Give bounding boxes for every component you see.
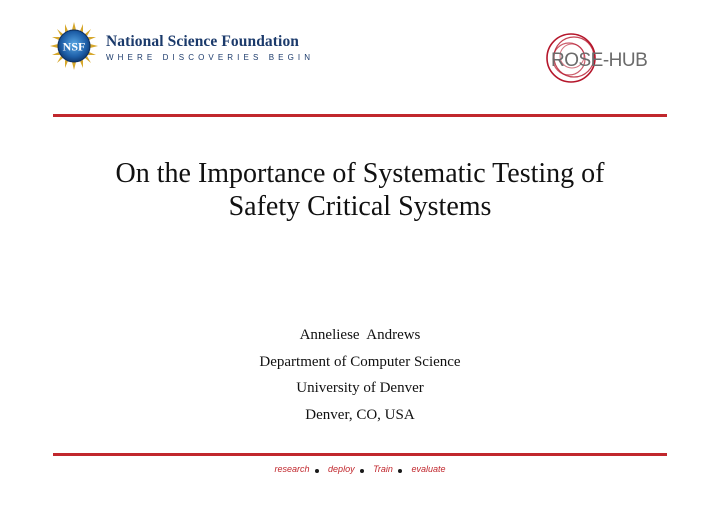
rose-hub-logo	[543, 28, 661, 88]
location: Denver, CO, USA	[305, 406, 415, 423]
title-line-1: On the Importance of Systematic Testing of	[115, 158, 605, 189]
author-name: Anneliese Andrews	[299, 327, 421, 343]
footer-item-train: Train	[373, 464, 393, 474]
bullet-icon	[360, 469, 364, 473]
rose-hub-icon	[543, 28, 661, 88]
slide-title	[60, 157, 660, 223]
author-block	[60, 322, 660, 428]
footer-item-research: research	[274, 464, 310, 474]
footer-item-deploy: deploy	[328, 464, 355, 474]
nsf-wordmark	[106, 33, 314, 62]
footer-tagline	[0, 464, 720, 474]
nsf-tagline: WHERE DISCOVERIES BEGIN	[106, 53, 315, 62]
nsf-seal-icon	[50, 22, 98, 70]
title-line-2: Safety Critical Systems	[228, 191, 492, 222]
bottom-divider	[53, 453, 667, 456]
footer-item-evaluate: evaluate	[411, 464, 446, 474]
top-divider	[53, 114, 667, 117]
university: University of Denver	[296, 380, 424, 396]
department: Department of Computer Science	[259, 353, 461, 370]
nsf-logo	[50, 22, 98, 70]
rose-hub-text: ROSE-HUB	[551, 50, 648, 71]
bullet-icon	[315, 469, 319, 473]
bullet-icon	[398, 469, 402, 473]
nsf-name: National Science Foundation	[106, 33, 300, 50]
nsf-seal-text: NSF	[62, 39, 86, 54]
